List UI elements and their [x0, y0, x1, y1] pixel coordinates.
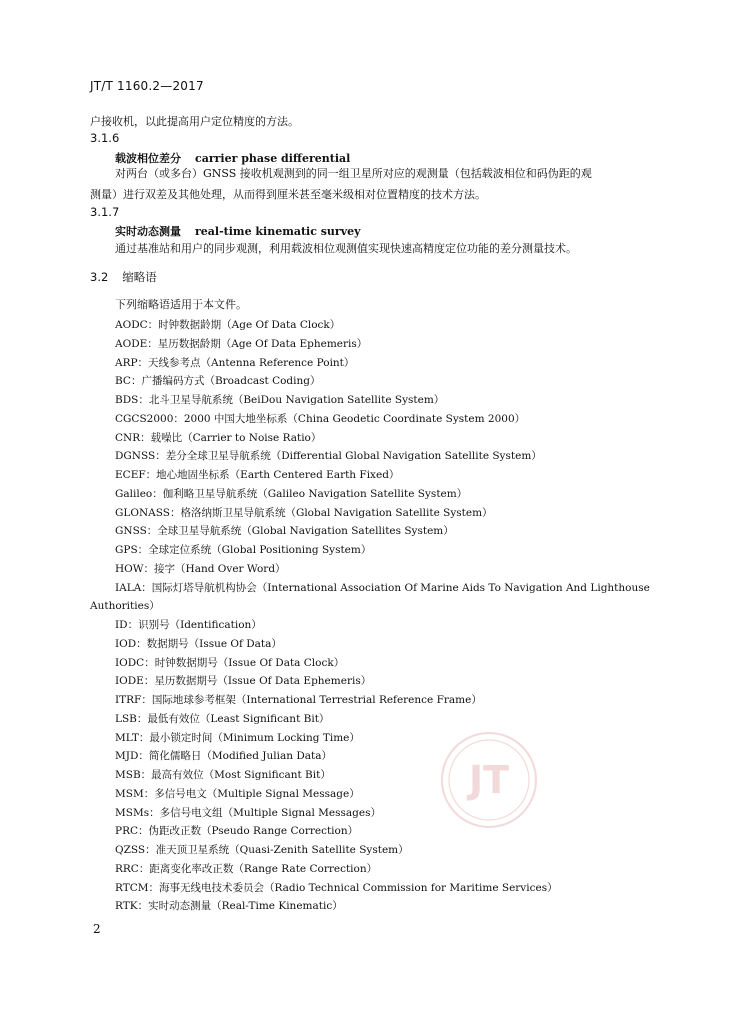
- abbreviation-entry: IOD：数据期号（Issue Of Data）: [115, 637, 282, 650]
- abbreviation-entry: GPS：全球定位系统（Global Positioning System）: [115, 544, 372, 556]
- abbreviation-entry: AODC：时钟数据龄期（Age Of Data Clock）: [115, 319, 341, 331]
- abbreviation-entry: ID：识别号（Identification）: [115, 619, 262, 631]
- term-heading: [115, 223, 361, 239]
- watermark-text: JT: [468, 758, 510, 802]
- abbreviation-entry: ECEF：地心地固坐标系（Earth Centered Earth Fixed）: [115, 469, 400, 481]
- abbreviation-entry: MSM：多信号电文（Multiple Signal Message）: [115, 787, 360, 800]
- section-heading: [90, 269, 157, 285]
- abbreviation-entry: GLONASS：格洛纳斯卫星导航系统（Global Navigation Satellite System）: [115, 506, 493, 519]
- abbreviation-entry: GNSS：全球卫星导航系统（Global Navigation Satellites System）: [115, 525, 454, 538]
- abbreviation-entry: MSMs：多信号电文组（Multiple Signal Messages）: [115, 806, 381, 819]
- abbreviation-entry: MSB：最高有效位（Most Significant Bit）: [115, 769, 331, 781]
- clause-number: 3.1.6: [90, 131, 120, 145]
- abbreviation-entry: CNR：载噪比（Carrier to Noise Ratio）: [115, 431, 322, 444]
- term-heading: [115, 150, 350, 166]
- abbreviation-entry: DGNSS：差分全球卫星导航系统（Differential Global Navigation Satellite System）: [115, 450, 542, 463]
- abbreviation-entry: BDS：北斗卫星导航系统（BeiDou Navigation Satellite System）: [115, 394, 445, 406]
- section-number: 3.2: [90, 270, 109, 284]
- term-english: real-time kinematic survey: [195, 225, 361, 238]
- abbreviation-entry: PRC：伪距改正数（Pseudo Range Correction）: [115, 825, 359, 838]
- term-chinese: 载波相位差分: [115, 152, 181, 165]
- abbreviation-entry: LSB：最低有效位（Least Significant Bit）: [115, 712, 330, 725]
- abbreviation-entry: IODE：星历数据期号（Issue Of Data Ephemeris）: [115, 675, 372, 688]
- standard-code-header: JT/T 1160.2—2017: [90, 79, 204, 93]
- term-english: carrier phase differential: [195, 152, 351, 165]
- abbreviation-entry: AODE：星历数据龄期（Age Of Data Ephemeris）: [115, 337, 368, 350]
- definition-line: 通过基准站和用户的同步观测，利用载波相位观测值实现快速高精度定位功能的差分测量技术。: [115, 242, 577, 255]
- jt-watermark-seal: [439, 730, 539, 830]
- continued-paragraph: 户接收机，以此提高用户定位精度的方法。: [90, 115, 299, 128]
- abbreviation-entry: Authorities）: [90, 600, 160, 613]
- abbreviation-entry: BC：广播编码方式（Broadcast Coding）: [115, 375, 321, 388]
- definition-line: 测量）进行双差及其他处理，从而得到厘米甚至毫米级相对位置精度的技术方法。: [90, 188, 486, 201]
- clause-number: 3.1.7: [90, 205, 120, 219]
- abbreviation-entry: RTCM：海事无线电技术委员会（Radio Technical Commission for Maritime Services）: [115, 881, 558, 894]
- abbreviation-entry: MJD：简化儒略日（Modified Julian Data）: [115, 750, 333, 763]
- abbreviation-entry: RRC：距离变化率改正数（Range Rate Correction）: [115, 862, 378, 875]
- abbreviation-entry: IALA：国际灯塔导航机构协会（International Association Of Marine Aids To Navigation And Lighthouse: [115, 581, 650, 594]
- abbreviation-entry: ITRF：国际地球参考框架（International Terrestrial Reference Frame）: [115, 694, 482, 706]
- abbreviation-entry: CGCS2000：2000 中国大地坐标系（China Geodetic Coordinate System 2000）: [115, 412, 526, 425]
- abbreviation-entry: MLT：最小锁定时间（Minimum Locking Time）: [115, 731, 360, 744]
- abbreviation-entry: RTK：实时动态测量（Real-Time Kinematic）: [115, 900, 343, 913]
- abbreviation-entry: QZSS：准天顶卫星系统（Quasi-Zenith Satellite System）: [115, 844, 409, 856]
- section-title: 缩略语: [122, 270, 157, 284]
- abbreviation-entry: ARP：天线参考点（Antenna Reference Point）: [115, 356, 355, 369]
- page-number: 2: [93, 922, 101, 936]
- abbreviation-entry: IODC：时钟数据期号（Issue Of Data Clock）: [115, 656, 345, 669]
- definition-line: 对两台（或多台）GNSS 接收机观测到的同一组卫星所对应的观测量（包括载波相位和码伪距的观: [115, 167, 592, 180]
- intro-line: 下列缩略语适用于本文件。: [115, 298, 247, 311]
- abbreviation-entry: Galileo：伽利略卫星导航系统（Galileo Navigation Satellite System）: [115, 487, 468, 500]
- abbreviation-entry: HOW：接字（Hand Over Word）: [115, 562, 286, 575]
- term-chinese: 实时动态测量: [115, 225, 181, 238]
